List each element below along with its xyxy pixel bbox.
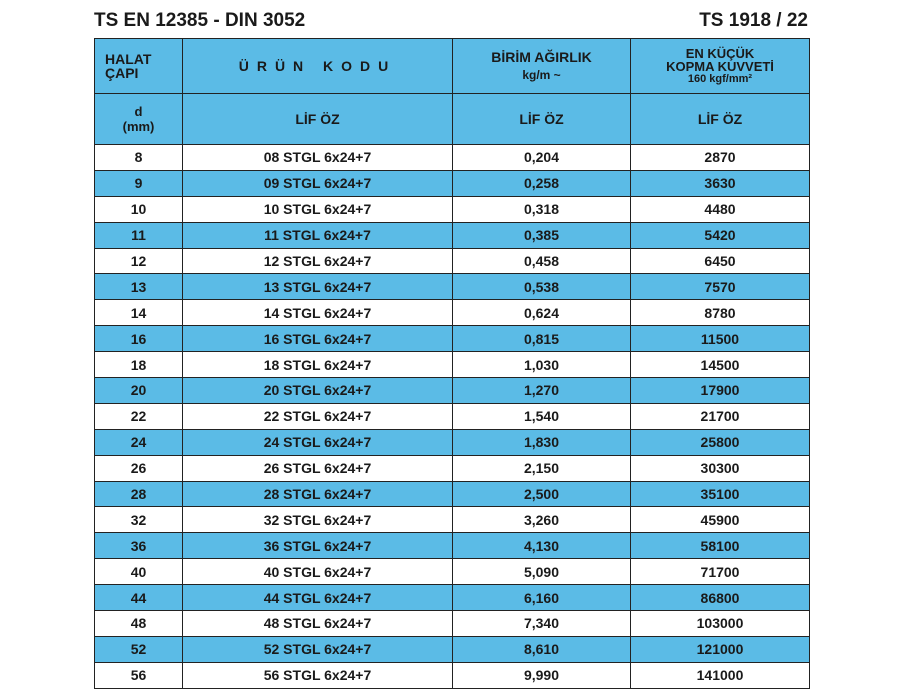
cell-product-code: 18 STGL 6x24+7 <box>183 352 453 378</box>
cell-unit-weight: 0,815 <box>453 326 631 352</box>
cell-unit-weight: 4,130 <box>453 533 631 559</box>
cell-product-code: 14 STGL 6x24+7 <box>183 300 453 326</box>
cell-product-code: 13 STGL 6x24+7 <box>183 274 453 300</box>
cell-unit-weight: 1,030 <box>453 352 631 378</box>
cell-product-code: 52 STGL 6x24+7 <box>183 636 453 662</box>
cell-product-code: 10 STGL 6x24+7 <box>183 196 453 222</box>
cell-diameter: 8 <box>95 145 183 171</box>
table-row <box>95 248 810 274</box>
cell-unit-weight: 1,540 <box>453 403 631 429</box>
cell-product-code: 32 STGL 6x24+7 <box>183 507 453 533</box>
table-header <box>95 39 810 145</box>
cell-product-code: 36 STGL 6x24+7 <box>183 533 453 559</box>
cell-diameter: 36 <box>95 533 183 559</box>
table-row <box>95 585 810 611</box>
table-row <box>95 145 810 171</box>
cell-unit-weight: 0,538 <box>453 274 631 300</box>
header-halat-capi <box>95 39 183 94</box>
cell-product-code: 40 STGL 6x24+7 <box>183 559 453 585</box>
cell-breaking-force: 14500 <box>631 352 810 378</box>
header-sub-enk: LİF ÖZ <box>631 94 810 145</box>
table-body <box>95 145 810 689</box>
cell-diameter: 13 <box>95 274 183 300</box>
header-d-unit: (mm) <box>122 119 155 134</box>
cell-diameter: 52 <box>95 636 183 662</box>
table-row <box>95 403 810 429</box>
cell-diameter: 48 <box>95 611 183 637</box>
cell-diameter: 28 <box>95 481 183 507</box>
cell-diameter: 40 <box>95 559 183 585</box>
standard-title-right: TS 1918 / 22 <box>699 10 808 31</box>
cell-breaking-force: 58100 <box>631 533 810 559</box>
table-row <box>95 352 810 378</box>
cell-diameter: 18 <box>95 352 183 378</box>
cell-unit-weight: 0,458 <box>453 248 631 274</box>
header-birim-unit: kg/m ~ <box>522 68 561 82</box>
cell-unit-weight: 3,260 <box>453 507 631 533</box>
cell-unit-weight: 1,830 <box>453 429 631 455</box>
cell-diameter: 12 <box>95 248 183 274</box>
cell-unit-weight: 2,150 <box>453 455 631 481</box>
table-row <box>95 611 810 637</box>
header-d-mm <box>95 94 183 145</box>
cell-breaking-force: 11500 <box>631 326 810 352</box>
cell-product-code: 28 STGL 6x24+7 <box>183 481 453 507</box>
cell-unit-weight: 0,204 <box>453 145 631 171</box>
cell-breaking-force: 121000 <box>631 636 810 662</box>
cell-breaking-force: 3630 <box>631 170 810 196</box>
cell-unit-weight: 5,090 <box>453 559 631 585</box>
table-row <box>95 429 810 455</box>
cell-product-code: 20 STGL 6x24+7 <box>183 378 453 404</box>
header-enk-line1: EN KÜÇÜK <box>685 46 755 61</box>
cell-product-code: 26 STGL 6x24+7 <box>183 455 453 481</box>
header-en-kucuk-kopma <box>631 39 810 94</box>
cell-diameter: 32 <box>95 507 183 533</box>
cell-diameter: 10 <box>95 196 183 222</box>
header-halat-line1: HALAT <box>105 51 152 67</box>
header-row-sub <box>95 94 810 145</box>
cell-breaking-force: 8780 <box>631 300 810 326</box>
table-row <box>95 481 810 507</box>
cell-breaking-force: 2870 <box>631 145 810 171</box>
cell-product-code: 48 STGL 6x24+7 <box>183 611 453 637</box>
cell-product-code: 56 STGL 6x24+7 <box>183 662 453 688</box>
cell-product-code: 08 STGL 6x24+7 <box>183 145 453 171</box>
cell-breaking-force: 45900 <box>631 507 810 533</box>
table-row <box>95 326 810 352</box>
cell-unit-weight: 1,270 <box>453 378 631 404</box>
header-sub-birim: LİF ÖZ <box>453 94 631 145</box>
header-d-symbol: d <box>134 104 143 119</box>
header-halat-line2: ÇAPI <box>105 65 139 81</box>
cell-diameter: 22 <box>95 403 183 429</box>
cell-unit-weight: 0,258 <box>453 170 631 196</box>
table-row <box>95 533 810 559</box>
cell-product-code: 09 STGL 6x24+7 <box>183 170 453 196</box>
table-row <box>95 507 810 533</box>
cell-breaking-force: 35100 <box>631 481 810 507</box>
cell-product-code: 12 STGL 6x24+7 <box>183 248 453 274</box>
table-row <box>95 559 810 585</box>
cell-diameter: 14 <box>95 300 183 326</box>
cell-product-code: 22 STGL 6x24+7 <box>183 403 453 429</box>
cell-diameter: 20 <box>95 378 183 404</box>
cell-diameter: 16 <box>95 326 183 352</box>
cell-breaking-force: 6450 <box>631 248 810 274</box>
cell-unit-weight: 7,340 <box>453 611 631 637</box>
cell-breaking-force: 21700 <box>631 403 810 429</box>
table-row <box>95 636 810 662</box>
cell-diameter: 26 <box>95 455 183 481</box>
cell-breaking-force: 30300 <box>631 455 810 481</box>
rope-spec-table <box>94 38 810 689</box>
cell-breaking-force: 7570 <box>631 274 810 300</box>
cell-breaking-force: 141000 <box>631 662 810 688</box>
cell-diameter: 56 <box>95 662 183 688</box>
cell-product-code: 11 STGL 6x24+7 <box>183 222 453 248</box>
table-row <box>95 170 810 196</box>
table-row <box>95 222 810 248</box>
table-row <box>95 378 810 404</box>
header-row-main <box>95 39 810 94</box>
standard-title-left: TS EN 12385 - DIN 3052 <box>94 10 306 31</box>
cell-diameter: 9 <box>95 170 183 196</box>
table-row <box>95 274 810 300</box>
table-row <box>95 300 810 326</box>
header-urun-kodu: ÜRÜN KODU <box>183 39 453 94</box>
header-enk-line2: KOPMA KUVVETİ <box>666 59 774 74</box>
cell-unit-weight: 6,160 <box>453 585 631 611</box>
table-row <box>95 662 810 688</box>
cell-unit-weight: 9,990 <box>453 662 631 688</box>
cell-breaking-force: 71700 <box>631 559 810 585</box>
cell-diameter: 24 <box>95 429 183 455</box>
cell-unit-weight: 8,610 <box>453 636 631 662</box>
cell-breaking-force: 4480 <box>631 196 810 222</box>
cell-unit-weight: 0,385 <box>453 222 631 248</box>
cell-unit-weight: 2,500 <box>453 481 631 507</box>
table-row <box>95 455 810 481</box>
cell-unit-weight: 0,624 <box>453 300 631 326</box>
cell-diameter: 11 <box>95 222 183 248</box>
cell-product-code: 24 STGL 6x24+7 <box>183 429 453 455</box>
cell-breaking-force: 86800 <box>631 585 810 611</box>
cell-breaking-force: 5420 <box>631 222 810 248</box>
cell-diameter: 44 <box>95 585 183 611</box>
cell-breaking-force: 25800 <box>631 429 810 455</box>
header-sub-urun: LİF ÖZ <box>183 94 453 145</box>
cell-breaking-force: 103000 <box>631 611 810 637</box>
cell-unit-weight: 0,318 <box>453 196 631 222</box>
header-enk-line3: 160 kgf/mm² <box>687 73 753 85</box>
cell-product-code: 44 STGL 6x24+7 <box>183 585 453 611</box>
header-birim-agirlik <box>453 39 631 94</box>
table-row <box>95 196 810 222</box>
cell-product-code: 16 STGL 6x24+7 <box>183 326 453 352</box>
header-birim-title: BİRİM AĞIRLIK <box>491 49 592 65</box>
cell-breaking-force: 17900 <box>631 378 810 404</box>
